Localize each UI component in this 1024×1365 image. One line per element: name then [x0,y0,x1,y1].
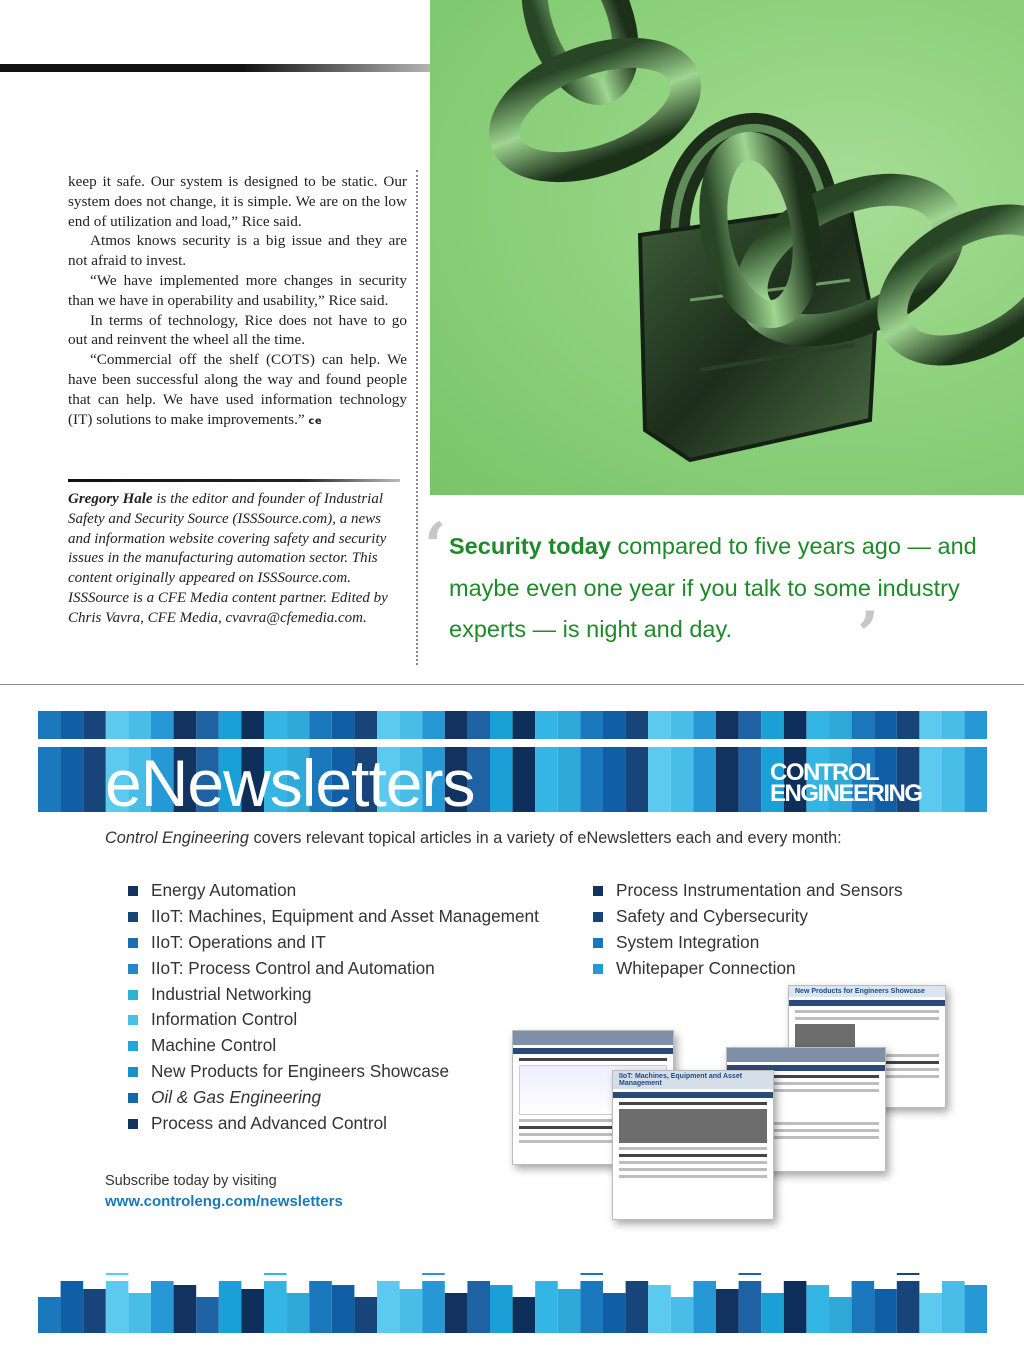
bullet-square-icon [128,990,138,1000]
stripe [603,1293,626,1333]
stripe [784,1277,807,1333]
stripe [83,711,106,812]
bottom-stripe-banner [38,1253,987,1333]
newsletter-item [128,982,539,1008]
stripe [942,711,965,812]
newsletter-item-label: Information Control [151,1009,298,1030]
author-bio [68,490,403,629]
newsletter-item [128,1085,539,1111]
stripe [942,1277,965,1333]
stripe [490,1285,513,1333]
article-paragraph: keep it safe. Our system is designed to be static. Our system does not change, it is simple. We are on the low end of utilization and load,” Rice said. [68,173,407,230]
newsletter-item [128,956,539,982]
newsletter-item-label: Whitepaper Connection [616,957,796,978]
bullet-square-icon [593,964,603,974]
stripe [467,1277,490,1333]
stripe [739,1273,762,1333]
bio-divider [68,479,400,482]
stripe [693,711,716,812]
subscribe-link[interactable]: www.controleng.com/newsletters [105,1192,343,1210]
stripe [716,1289,739,1333]
stripe [648,711,671,812]
stripe [445,1293,468,1333]
stripe [919,711,942,812]
open-quote-icon: ‘ [424,509,447,584]
bullet-square-icon [593,938,603,948]
newsletter-item [593,956,903,982]
stripe [332,1285,355,1333]
stripe [535,1281,558,1333]
newsletter-item-label: Safety and Cybersecurity [616,905,809,926]
close-quote-icon: ’ [857,598,880,673]
top-rule [0,64,440,72]
stripe [965,711,987,812]
newsletter-item-label: Process Instrumentation and Sensors [616,880,903,900]
stripe [761,1293,784,1333]
stripe [38,711,61,812]
stripe [174,1285,197,1333]
newsletter-item-label: IIoT: Process Control and Automation [151,957,435,978]
stripe [626,711,649,812]
stripe [61,711,84,812]
stripe [490,711,513,812]
newsletter-item-label: System Integration [616,931,760,952]
stripe [739,711,762,812]
newsletter-item-label: Machine Control [151,1035,277,1056]
newsletter-item-label: New Products for Engineers Showcase [151,1061,450,1082]
stripe [535,711,558,812]
stripe [61,1281,84,1333]
bullet-square-icon [128,912,138,922]
enewsletters-intro: Control Engineering covers relevant topical articles in a variety of eNewsletters each and every month: [105,829,842,847]
newsletter-item-label: IIoT: Machines, Equipment and Asset Management [151,905,539,926]
stripe [874,1289,897,1333]
padlock-chain-photo [430,0,1024,495]
author-bio-text: is the editor and founder of Industrial Safety and Security Source (ISSSource.com), a news and information website covering safety and security issues in the manufacturing automation sector. This content originally appeared on ISSSource.com. ISSSource is a CFE Media content partner. Edited by Chris Vavra, CFE Media, cvavra@cfemedia.com. [68,491,388,626]
stripe [671,1297,694,1333]
newsletter-item [593,930,903,956]
stripe [626,1277,649,1333]
stripe [806,1285,829,1333]
stripe [513,1297,536,1333]
stripe [151,1277,174,1333]
stripe [196,1297,219,1333]
stripe [422,1273,445,1333]
newsletter-item [128,1111,539,1137]
article-body [68,172,407,431]
newsletter-item-label: Energy Automation [151,880,297,900]
bullet-square-icon [128,938,138,948]
newsletter-item [128,1059,539,1085]
subscribe-text: Subscribe today by visiting [105,1173,277,1189]
bullet-square-icon [128,1041,138,1051]
section-divider [0,684,1024,685]
stripe [580,711,603,812]
subscribe-block [105,1172,343,1211]
end-mark: ce [308,415,323,427]
pull-quote [449,526,989,651]
article-paragraph: Atmos knows security is a big issue and they are not afraid to invest. [68,232,407,270]
stripe [897,1273,920,1333]
stripe [128,1293,151,1333]
stripe-band [38,1275,987,1281]
newsletter-item-label: Industrial Networking [151,983,312,1004]
stripe [603,711,626,812]
stripe [852,1281,875,1333]
newsletter-item [593,878,903,904]
newsletter-item [128,930,539,956]
newsletter-thumbnail-iiot: IIoT: Machines, Equipment and Asset Management [612,1070,774,1220]
stripe [38,1297,61,1333]
stripe [400,1289,423,1333]
pull-quote-text: compared to five years ago — and maybe even one year if you talk to some industry experts — is night and day. [449,533,977,642]
stripe [716,711,739,812]
newsletter-item-label: Process and Advanced Control [151,1113,387,1134]
bullet-square-icon [128,1119,138,1129]
bullet-square-icon [128,1067,138,1077]
pull-quote-bold: Security today [449,533,611,559]
stripe [83,1289,106,1333]
stripe [513,711,536,812]
bullet-square-icon [128,964,138,974]
stripe [264,1273,287,1333]
newsletter-thumbnail-showcase: New Products for Engineers Showcase [788,985,946,1108]
bullet-square-icon [593,886,603,896]
article-paragraph: “Commercial off the shelf (COTS) can help. We have been successful along the way and found people that can help. We have used information technology (IT) solutions to make improvements.” [68,351,407,428]
stripe [106,1273,129,1333]
stripe [965,1285,987,1333]
newsletter-item [593,904,903,930]
article-paragraph: In terms of technology, Rice does not have to go out and reinvent the wheel all the time. [68,311,407,349]
stripe [309,1277,332,1333]
bullet-square-icon [593,912,603,922]
stripe [693,1281,716,1333]
bullet-square-icon [128,1093,138,1103]
stripe [219,1281,242,1333]
column-divider [416,170,418,665]
stripe [558,711,581,812]
stripe [671,711,694,812]
bullet-square-icon [128,1015,138,1025]
stripe [354,1297,377,1333]
control-engineering-logo: CONTROL ENGINEERING [770,759,922,807]
newsletter-item [128,904,539,930]
stripe [580,1273,603,1333]
newsletter-list-right [593,878,903,982]
stripe [377,1281,400,1333]
stripe [919,1293,942,1333]
stripe [287,1293,310,1333]
newsletter-item-label: IIoT: Operations and IT [151,931,326,952]
newsletter-item-label: Oil & Gas Engineering [151,1087,322,1108]
bullet-square-icon [128,886,138,896]
author-name: Gregory Hale [68,491,153,507]
stripe [558,1289,581,1333]
newsletter-item [128,878,539,904]
newsletter-item [128,1033,539,1059]
stripe [829,1297,852,1333]
article-paragraph: “We have implemented more changes in security than we have in operability and usability,” Rice said. [68,271,407,309]
newsletter-item [128,1007,539,1033]
newsletter-list-left [128,878,539,1137]
enewsletters-title: eNewsletters [105,746,475,820]
stripe [241,1289,264,1333]
stripe [648,1285,671,1333]
